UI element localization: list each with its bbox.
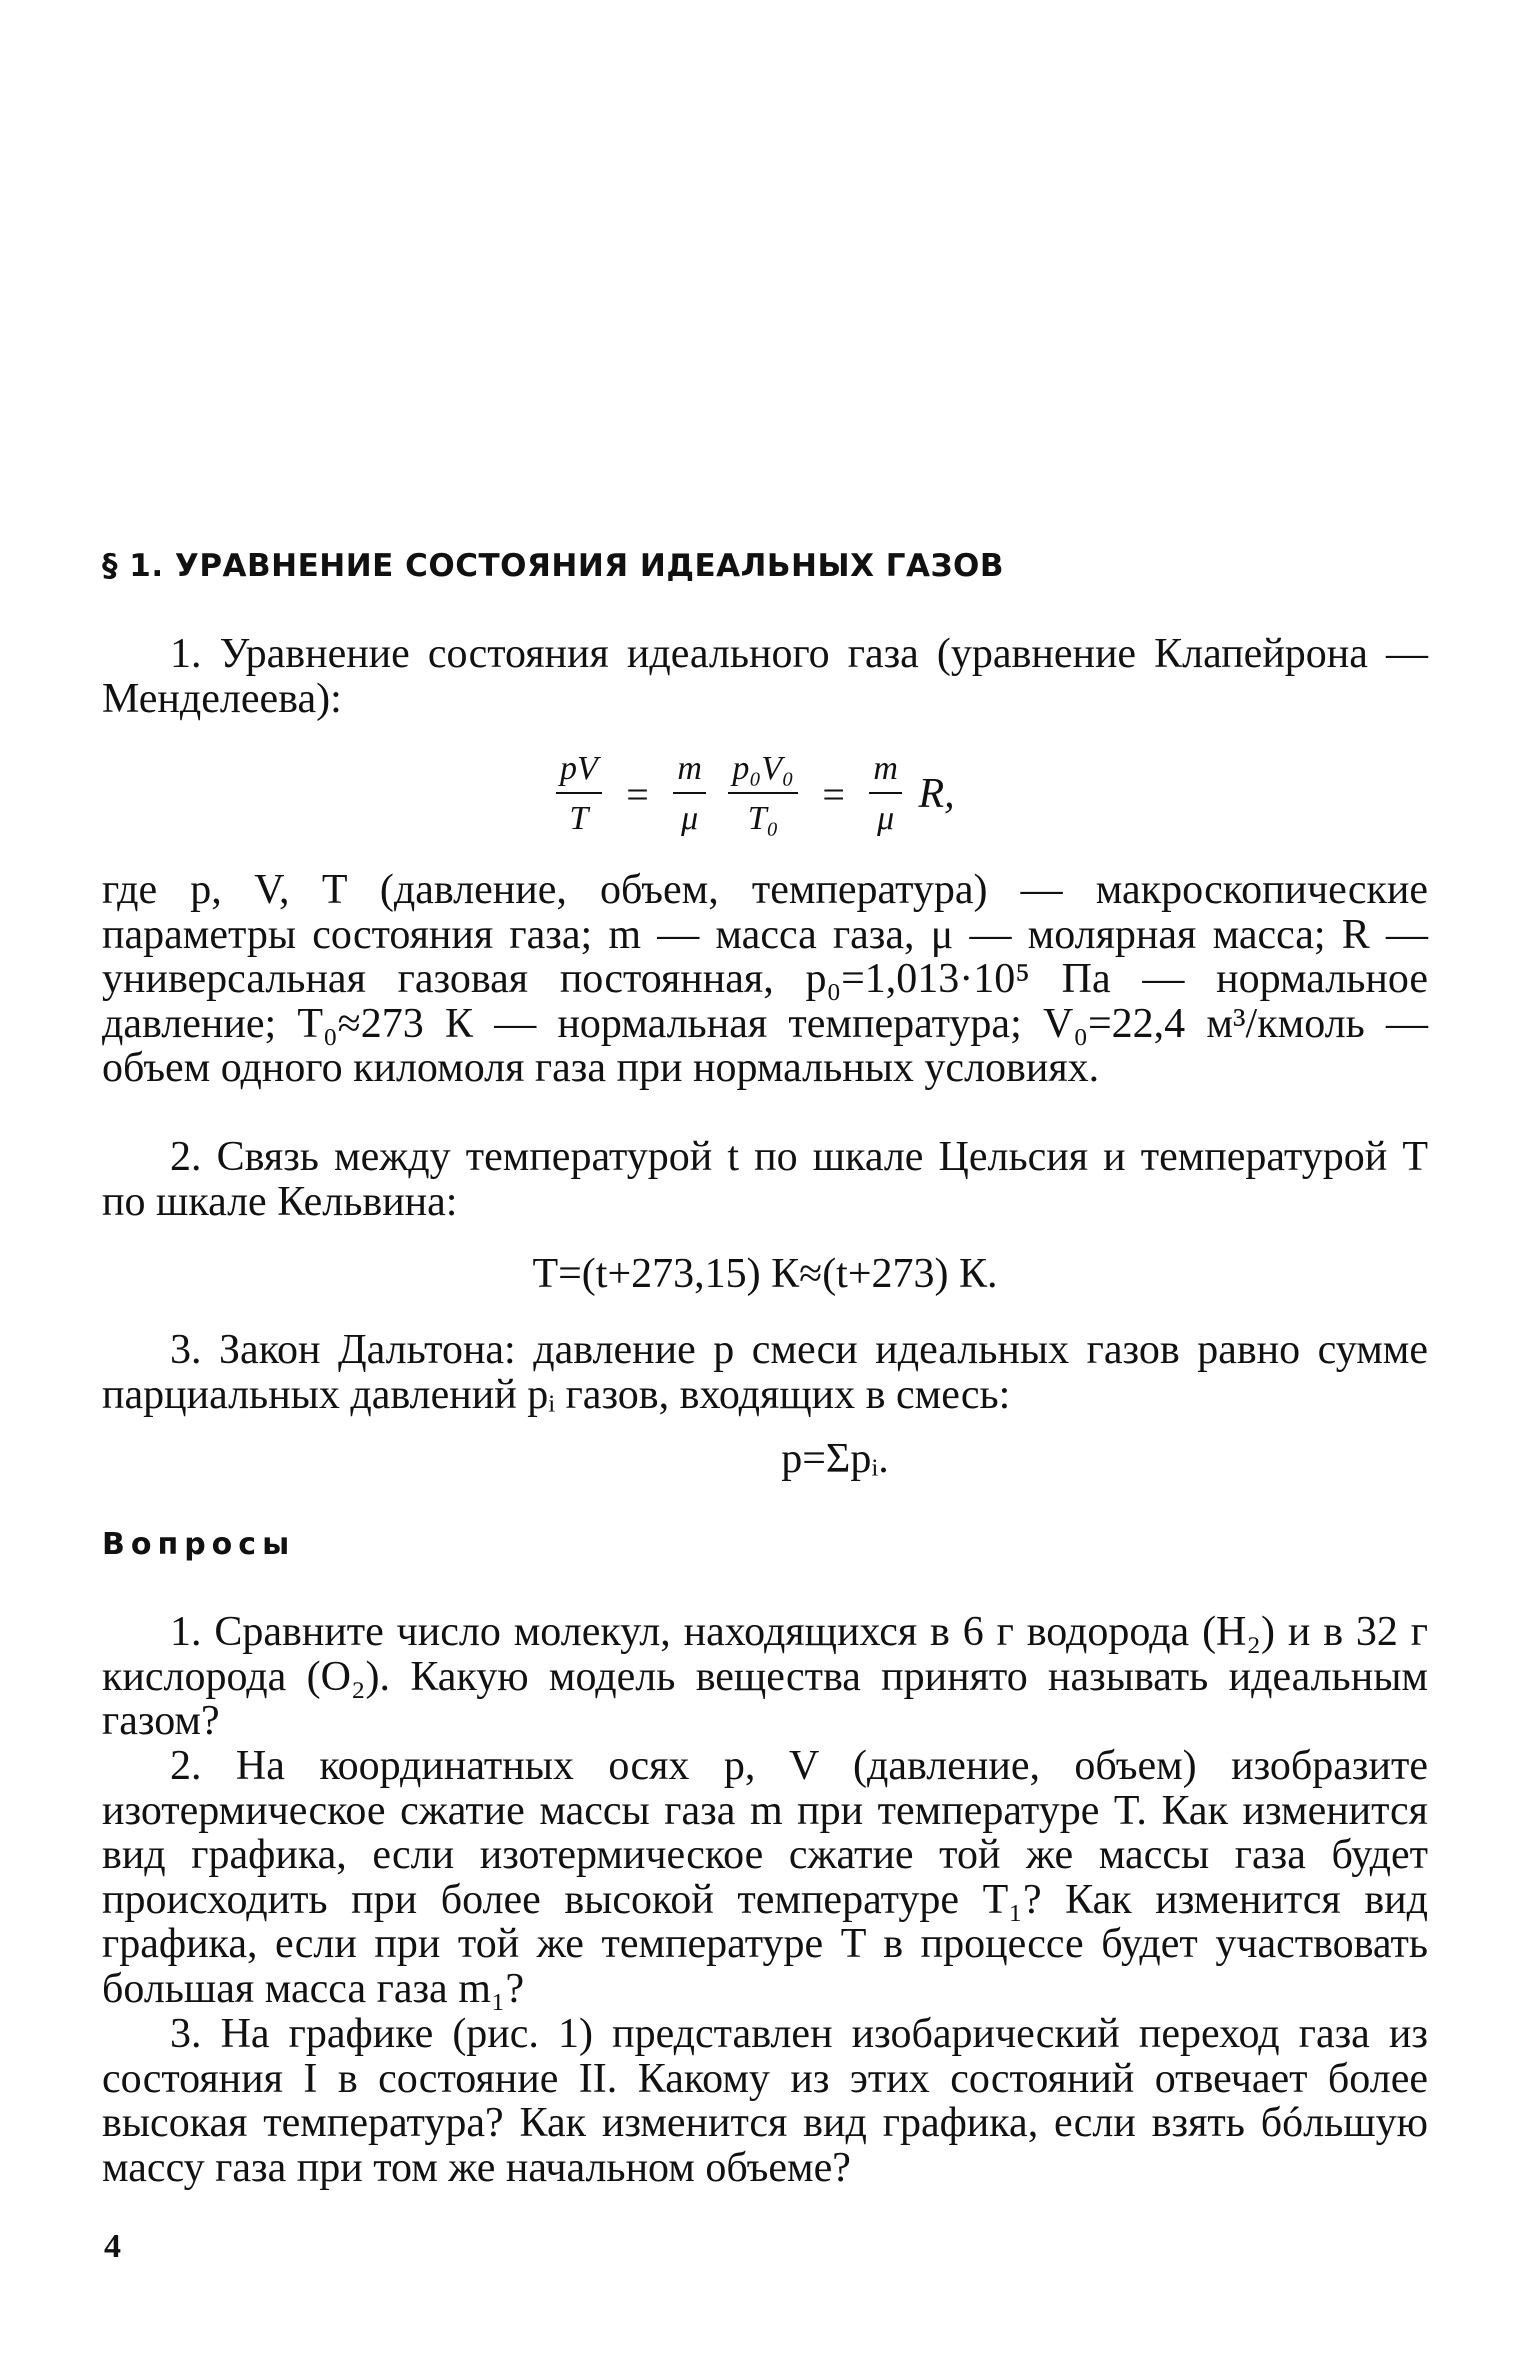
denominator: T₀ [747,800,779,837]
denominator: μ [877,800,895,837]
question-3 [102,2012,1428,2190]
questions-heading: Вопросы [102,1527,296,1562]
gas-constant-r: R, [918,771,955,817]
question-1-text: 1. Сравните число молекул, находящихся в 6 г водорода (H₂) и в 32 г кислорода (O₂). Какую модель вещества принято называть идеальным газом? [102,1609,1428,1744]
numerator: p₀V₀ [728,752,797,794]
paragraph-1 [102,632,1428,721]
page-number: 4 [104,2228,121,2265]
numerator: m [869,752,902,794]
paragraph-1-continued [102,868,1428,1091]
question-1 [102,1610,1428,1744]
fraction-p0v0-t0 [728,752,797,836]
section-title: § 1. УРАВНЕНИЕ СОСТОЯНИЯ ИДЕАЛЬНЫХ ГАЗОВ [102,548,1005,584]
paragraph-3-text: 3. Закон Дальтона: давление p смеси идеальных газов равно сумме парциальных давлений pᵢ газов, входящих в смесь: [102,1327,1428,1418]
dalton-formula: p=Σpᵢ. [781,1436,889,1482]
question-2-text: 2. На координатных осях p, V (давление, объем) изобразите изотермическое сжатие массы газа m при температуре T. Как изменится вид графика, если изотермическое сжатие той же массы газа будет происходить при более высокой температуре T₁? Как изменится вид графика, если при той же температуре T в процессе будет участвовать большая масса газа m₁? [102,1743,1428,2012]
numerator: pV [556,752,602,794]
clapeyron-formula [550,752,955,836]
denominator: μ [681,800,699,837]
kelvin-celsius-formula: T=(t+273,15) К≈(t+273) К. [532,1251,998,1297]
numerator: m [673,752,706,794]
question-3-text: 3. На графике (рис. 1) представлен изобарический переход газа из состояния I в состояние II. Какому из этих состояний отвечает более высокая температура? Как изменится вид графика, если взять бóльшую массу газа при том же начальном объеме? [102,2011,1428,2191]
equals-sign: = [626,771,649,817]
fraction-m-mu-2 [869,752,902,836]
paragraph-1-continued-text: где p, V, T (давление, объем, температура) — макроскопические параметры состояния газа; m — масса газа, μ — молярная масса; R — универсальная газовая постоянная, p₀=1,013·10⁵ Па — нормальное давление; T₀≈273 К — нормальная температура; V₀=22,4 м³/кмоль — объем одного киломоля газа при нормальных условиях. [102,867,1428,1091]
paragraph-1-text: 1. Уравнение состояния идеального газа (уравнение Клапейрона — Менделеева): [102,631,1428,722]
denominator: T [569,800,589,837]
paragraph-2-text: 2. Связь между температурой t по шкале Цельсия и температурой T по шкале Кельвина: [102,1134,1428,1225]
paragraph-2 [102,1135,1428,1224]
equals-sign: = [822,771,845,817]
fraction-pv-t [556,752,602,836]
question-2 [102,1744,1428,2011]
fraction-m-mu [673,752,706,836]
paragraph-3 [102,1328,1428,1417]
